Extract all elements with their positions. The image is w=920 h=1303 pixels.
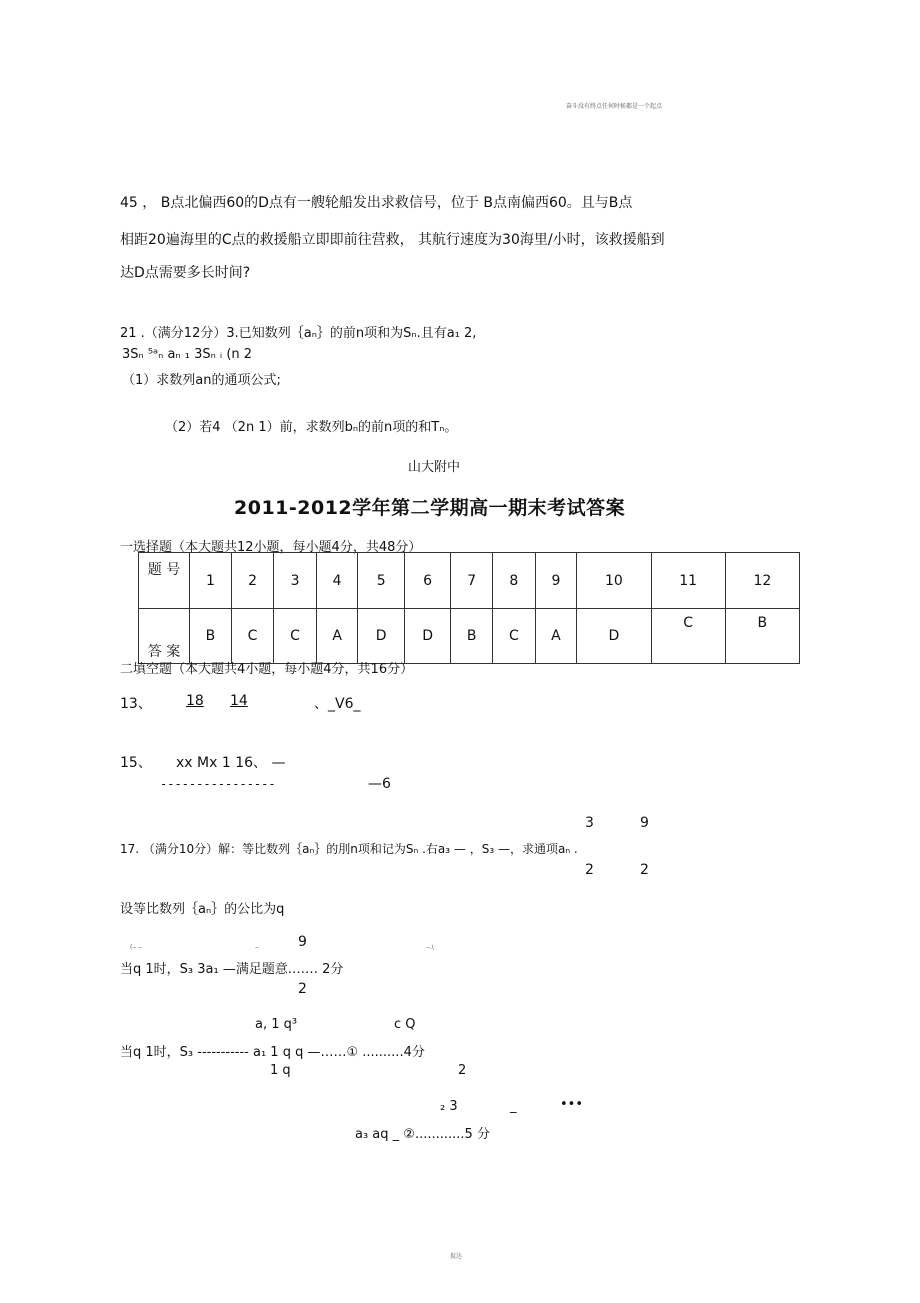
table-cell: 4 (316, 553, 358, 609)
table-cell: 7 (451, 553, 493, 609)
table-row (139, 609, 800, 664)
table-cell: 6 (404, 553, 450, 609)
q13-answer-a: 18 (186, 693, 204, 709)
q17-set-ratio: 设等比数列｛aₙ｝的公比为q (120, 902, 285, 917)
row-header-answer: 答 案 (139, 609, 190, 664)
eq2-mid: _ (510, 1099, 517, 1114)
table-cell: 1 (190, 553, 232, 609)
school-name: 山大附中 (408, 460, 461, 475)
table-cell: 9 (535, 553, 577, 609)
table-cell: C (274, 609, 316, 664)
table-cell: 3 (274, 553, 316, 609)
table-cell: D (358, 609, 404, 664)
q17-frac-bot-a: 2 (585, 862, 594, 878)
table-cell: 8 (493, 553, 535, 609)
eq2-superscript: ₂ 3 (440, 1099, 458, 1114)
scan-noise-b: ‒ (255, 944, 259, 951)
table-cell: B (725, 609, 799, 664)
q17-frac-bot-b: 2 (640, 862, 649, 878)
case1-line: 当q 1时，S₃ 3a₁ —满足题意.…… 2分 (120, 962, 344, 977)
problem21-formula: 3Sₙ ⁵ᵃₙ aₙ ₁ 3Sₙ ᵢ (n 2 (122, 347, 253, 362)
case2-frac-top-b: c Q (394, 1017, 416, 1032)
section2-heading: 二填空题（本大题共4小题，每小题4分，共16分） (120, 662, 414, 677)
table-cell: B (451, 609, 493, 664)
eq2-dots: ••• (560, 1097, 584, 1112)
problem45-line1: 45 ， B点北偏西60的D点有一艘轮船发出求救信号，位于 B点南偏西60。且与B点 (120, 195, 633, 211)
section1-heading: 一选择题（本大题共12小题，每小题4分，共48分） (120, 540, 422, 555)
case2-line: 当q 1时，S₃ ----------- a₁ 1 q q —……① ..........4分 (120, 1045, 425, 1060)
table-cell: 10 (577, 553, 651, 609)
case1-frac-top: 9 (298, 934, 307, 950)
table-cell: 2 (231, 553, 273, 609)
table-cell: B (190, 609, 232, 664)
q17-frac-top-a: 3 (585, 815, 594, 831)
q13-answer-b: 14 (230, 693, 248, 709)
scan-noise-c: ‒.\ (426, 944, 434, 951)
q15-tail: —6 (368, 776, 391, 792)
exam-title: 2011-2012学年第二学期高一期末考试答案 (234, 497, 626, 519)
case2-frac-bot-a: 1 q (270, 1063, 291, 1078)
q13-label: 13、 (120, 696, 152, 712)
header-motto: 奋斗没有终点任何时候都是一个起点 (566, 103, 663, 110)
table-cell: C (493, 609, 535, 664)
answer-table (138, 552, 800, 664)
problem21-part1: （1）求数列an的通项公式; (122, 373, 281, 388)
row-header-number: 题 号 (139, 553, 190, 609)
q15-label: 15、 (120, 755, 152, 771)
case1-frac-bot: 2 (298, 981, 307, 997)
eq2-line: a₃ aq _ ②............5 分 (355, 1127, 490, 1142)
q15-text: xx Mx 1 16、 — (176, 755, 286, 771)
page-footer: 侃达 (450, 1253, 463, 1260)
q15-dashes: ---------------- (160, 777, 276, 791)
table-cell: C (651, 609, 725, 664)
table-cell: C (231, 609, 273, 664)
scan-noise-a: (‒ ‒ (130, 944, 142, 951)
table-cell: D (577, 609, 651, 664)
table-cell: 5 (358, 553, 404, 609)
problem21-part2: （2）若4 （2n 1）前，求数列bₙ的前n项的和Tₙ。 (165, 420, 458, 435)
table-row (139, 553, 800, 609)
table-cell: A (316, 609, 358, 664)
q17-frac-top-b: 9 (640, 815, 649, 831)
problem45-line3: 达D点需要多长时间? (120, 265, 251, 281)
q17-statement: 17. （满分10分）解：等比数列｛aₙ｝的刖n项和记为Sₙ .右a₃ — ，S₃ —，求通项aₙ . (120, 842, 578, 856)
table-cell: A (535, 609, 577, 664)
case2-frac-top-a: a, 1 q³ (255, 1017, 298, 1032)
table-cell: D (404, 609, 450, 664)
table-cell: 12 (725, 553, 799, 609)
table-cell: 11 (651, 553, 725, 609)
case2-frac-bot-b: 2 (458, 1063, 467, 1078)
q13-answer-c: 、_V6_ (314, 696, 361, 712)
problem21-line1: 21 .（满分12分）3.已知数列｛aₙ｝的前n项和为Sₙ.且有a₁ 2, (120, 326, 477, 341)
problem45-line2: 相距20遍海里的C点的救援船立即即前往营救， 其航行速度为30海里/小时，该救援船到 (120, 232, 665, 248)
